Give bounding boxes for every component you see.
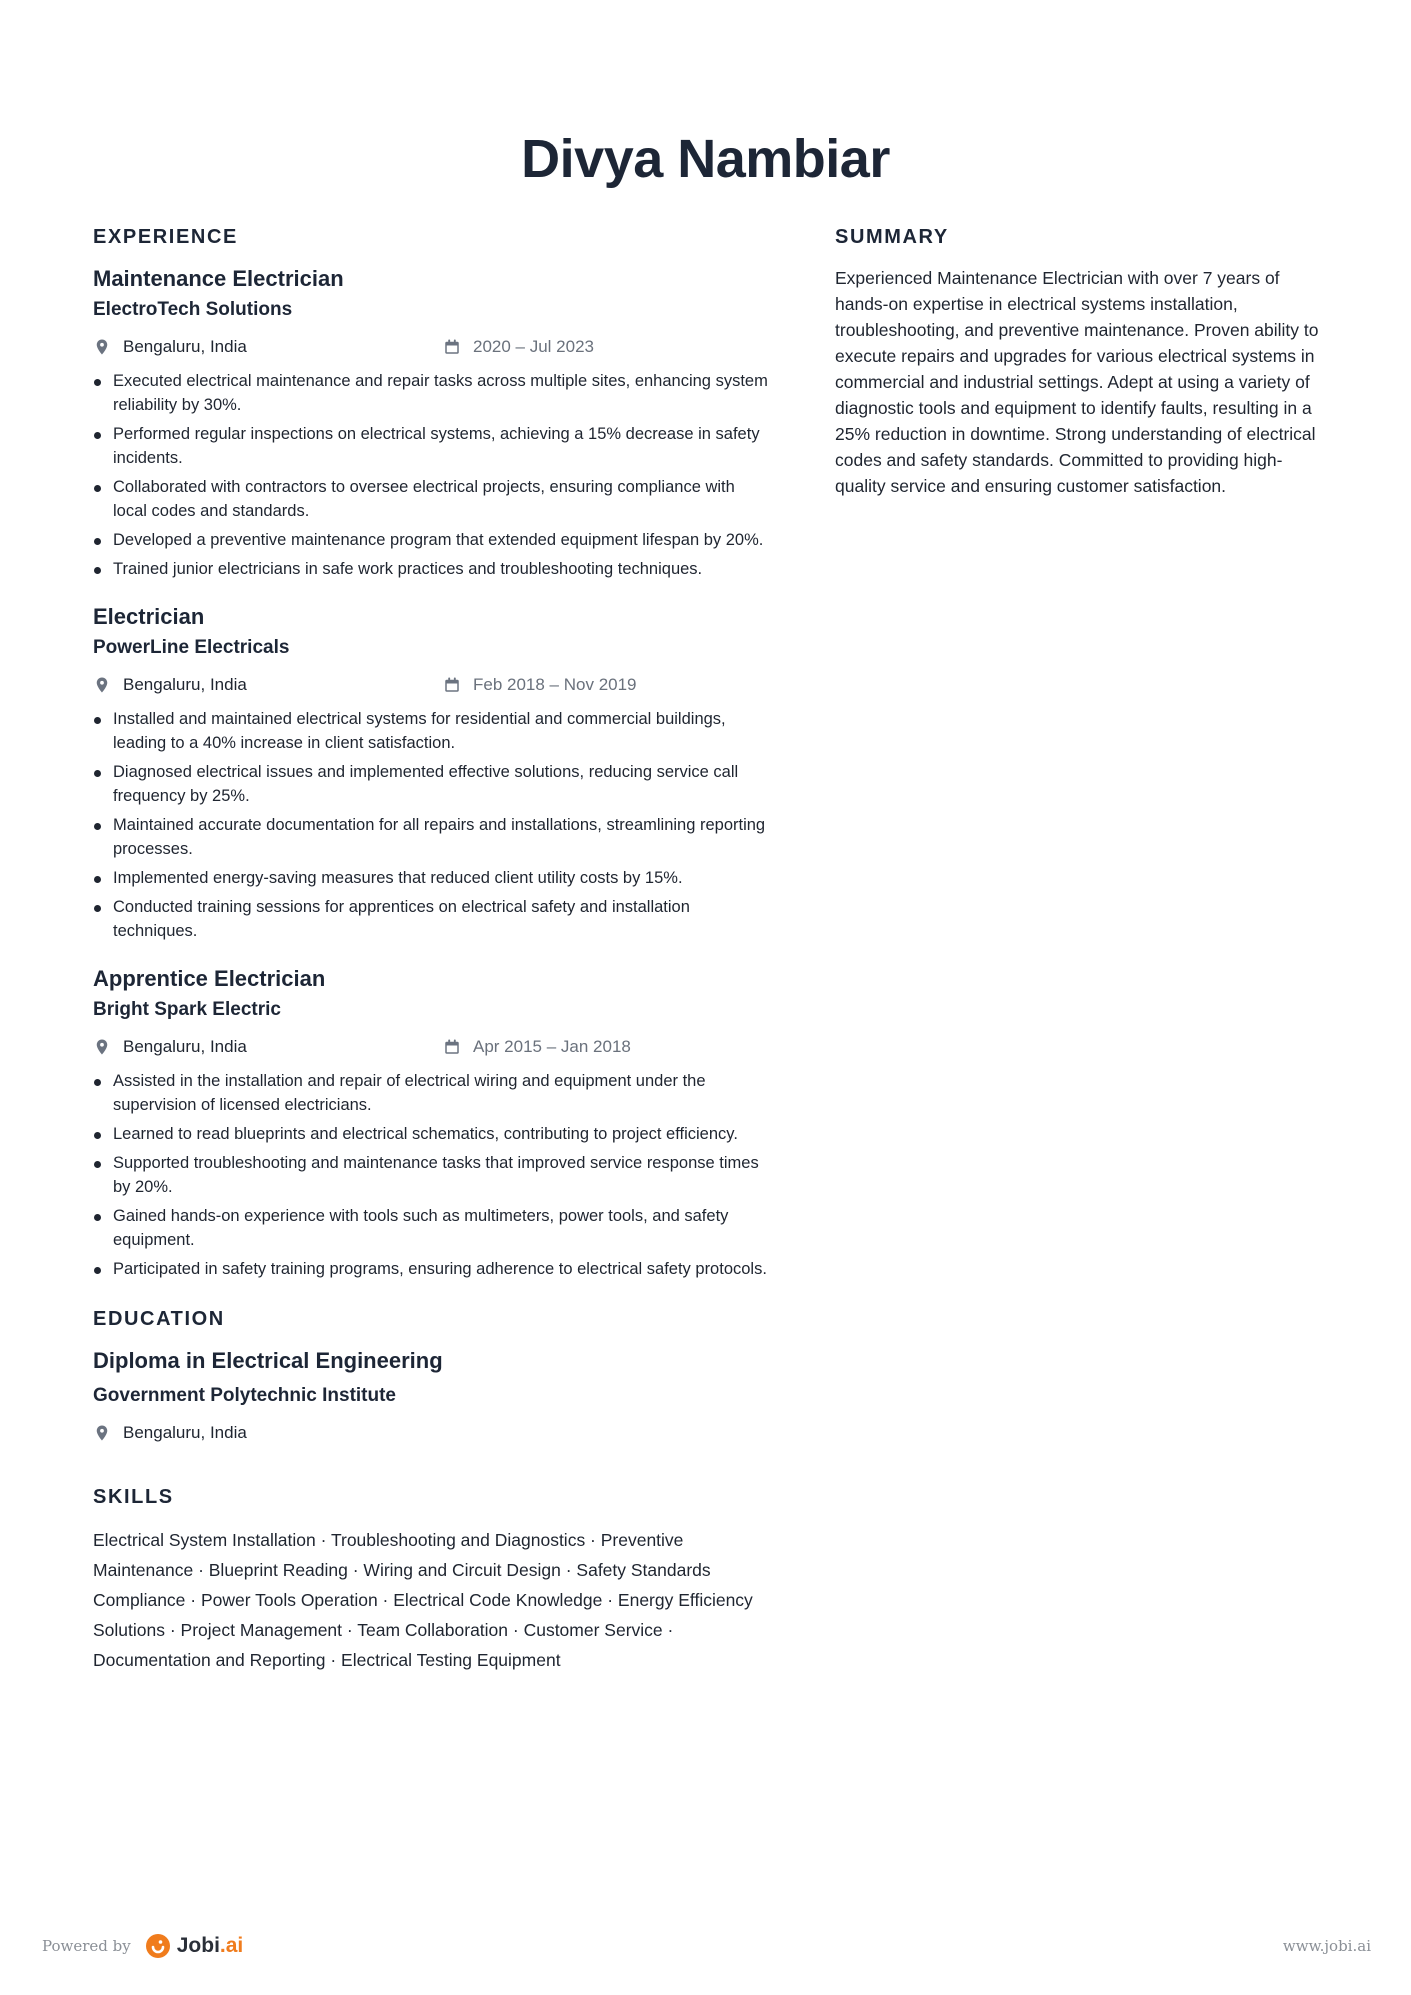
job-meta (93, 673, 773, 697)
job-bullet: Participated in safety training programs, ensuring adherence to electrical safety protocols. (93, 1257, 773, 1281)
skills-heading: SKILLS (93, 1486, 174, 1508)
job-bullet: Collaborated with contractors to oversee electrical projects, ensuring compliance with local codes and standards. (93, 475, 773, 523)
job-title: Electrician (93, 604, 205, 629)
skills-section (93, 1485, 773, 1675)
job-bullet: Developed a preventive maintenance program that extended equipment lifespan by 20%. (93, 528, 773, 552)
job-dates (443, 1035, 631, 1059)
job-dates-text: Apr 2015 – Jan 2018 (473, 1037, 631, 1056)
brand-main: Jobi (176, 1934, 220, 1957)
calendar-icon (443, 676, 461, 694)
job-location-text: Bengaluru, India (123, 675, 247, 694)
skills-list: Electrical System Installation · Troubleshooting and Diagnostics · Preventive Maintenance · Blueprint Reading · Wiring and Circuit Design · Safety Standards Compliance · Power Tools Operation · Electrical Code Knowledge · Energy Efficiency Solutions · Project Management · Team Collaboration · Customer Service · Documentation and Reporting · Electrical Testing Equipment (93, 1530, 753, 1670)
education-heading: EDUCATION (93, 1308, 225, 1330)
education-location (93, 1421, 773, 1445)
jobi-brand[interactable] (145, 1933, 244, 1959)
job-bullet: Diagnosed electrical issues and implemented effective solutions, reducing service call frequency by 25%. (93, 760, 773, 808)
job-title: Apprentice Electrician (93, 966, 326, 991)
job-dates (443, 673, 637, 697)
location-pin-icon (93, 1038, 111, 1056)
job-dates (443, 335, 594, 359)
job-location-text: Bengaluru, India (123, 1037, 247, 1056)
job-meta (93, 335, 773, 359)
company-name: ElectroTech Solutions (93, 299, 293, 320)
right-column (835, 225, 1325, 499)
company-name: PowerLine Electricals (93, 637, 290, 658)
job-list (93, 265, 773, 1281)
job-bullet: Conducted training sessions for apprentices on electrical safety and installation techniques. (93, 895, 773, 943)
job-dates-text: 2020 – Jul 2023 (473, 337, 594, 356)
job-bullet: Implemented energy-saving measures that reduced client utility costs by 15%. (93, 866, 773, 890)
job-meta (93, 1035, 773, 1059)
job-bullets (93, 707, 773, 943)
jobi-logo-icon (145, 1933, 171, 1959)
website-link[interactable]: www.jobi.ai (1282, 1937, 1371, 1955)
job-bullet: Installed and maintained electrical systems for residential and commercial buildings, leading to a 40% increase in client satisfaction. (93, 707, 773, 755)
powered-by-label: Powered by (42, 1937, 131, 1955)
left-column (93, 225, 773, 1675)
location-pin-icon (93, 1424, 111, 1442)
degree-title: Diploma in Electrical Engineering (93, 1348, 443, 1373)
summary-section (835, 225, 1325, 499)
job-bullet: Learned to read blueprints and electrical schematics, contributing to project efficiency. (93, 1122, 773, 1146)
job-bullet: Trained junior electricians in safe work practices and troubleshooting techniques. (93, 557, 773, 581)
job-location (93, 673, 247, 697)
job-dates-text: Feb 2018 – Nov 2019 (473, 675, 637, 694)
job-location (93, 335, 247, 359)
job-bullet: Maintained accurate documentation for all repairs and installations, streamlining reporting processes. (93, 813, 773, 861)
job-bullet: Executed electrical maintenance and repair tasks across multiple sites, enhancing system reliability by 30%. (93, 369, 773, 417)
job-bullets (93, 1069, 773, 1281)
job-entry (93, 603, 773, 943)
powered-by (42, 1933, 243, 1959)
calendar-icon (443, 338, 461, 356)
calendar-icon (443, 1038, 461, 1056)
experience-section (93, 225, 773, 1281)
job-bullet: Gained hands-on experience with tools such as multimeters, power tools, and safety equipment. (93, 1204, 773, 1252)
job-entry (93, 265, 773, 581)
job-bullet: Assisted in the installation and repair of electrical wiring and equipment under the supervision of licensed electricians. (93, 1069, 773, 1117)
company-name: Bright Spark Electric (93, 999, 281, 1020)
summary-heading: SUMMARY (835, 226, 949, 248)
job-bullet: Supported troubleshooting and maintenance tasks that improved service response times by 20%. (93, 1151, 773, 1199)
job-title: Maintenance Electrician (93, 266, 344, 291)
job-bullet: Performed regular inspections on electrical systems, achieving a 15% decrease in safety incidents. (93, 422, 773, 470)
candidate-name: Divya Nambiar (521, 129, 890, 189)
school-name: Government Polytechnic Institute (93, 1385, 396, 1406)
job-bullets (93, 369, 773, 581)
job-location (93, 1035, 247, 1059)
education-location-text: Bengaluru, India (123, 1423, 247, 1442)
brand-name (177, 1934, 244, 1958)
job-entry (93, 965, 773, 1281)
location-pin-icon (93, 338, 111, 356)
job-location-text: Bengaluru, India (123, 337, 247, 356)
education-section (93, 1307, 773, 1445)
brand-suffix: .ai (219, 1934, 244, 1957)
experience-heading: EXPERIENCE (93, 226, 238, 248)
location-pin-icon (93, 676, 111, 694)
summary-text: Experienced Maintenance Electrician with over 7 years of hands-on expertise in electrical systems installation, troubleshooting, and preventive maintenance. Proven ability to execute repairs and upgrades for various electrical systems in commercial and industrial settings. Adept at using a variety of diagnostic tools and equipment to identify faults, resulting in a 25% reduction in downtime. Strong understanding of electrical codes and safety standards. Committed to providing high-quality service and ensuring customer satisfaction. (835, 268, 1319, 496)
